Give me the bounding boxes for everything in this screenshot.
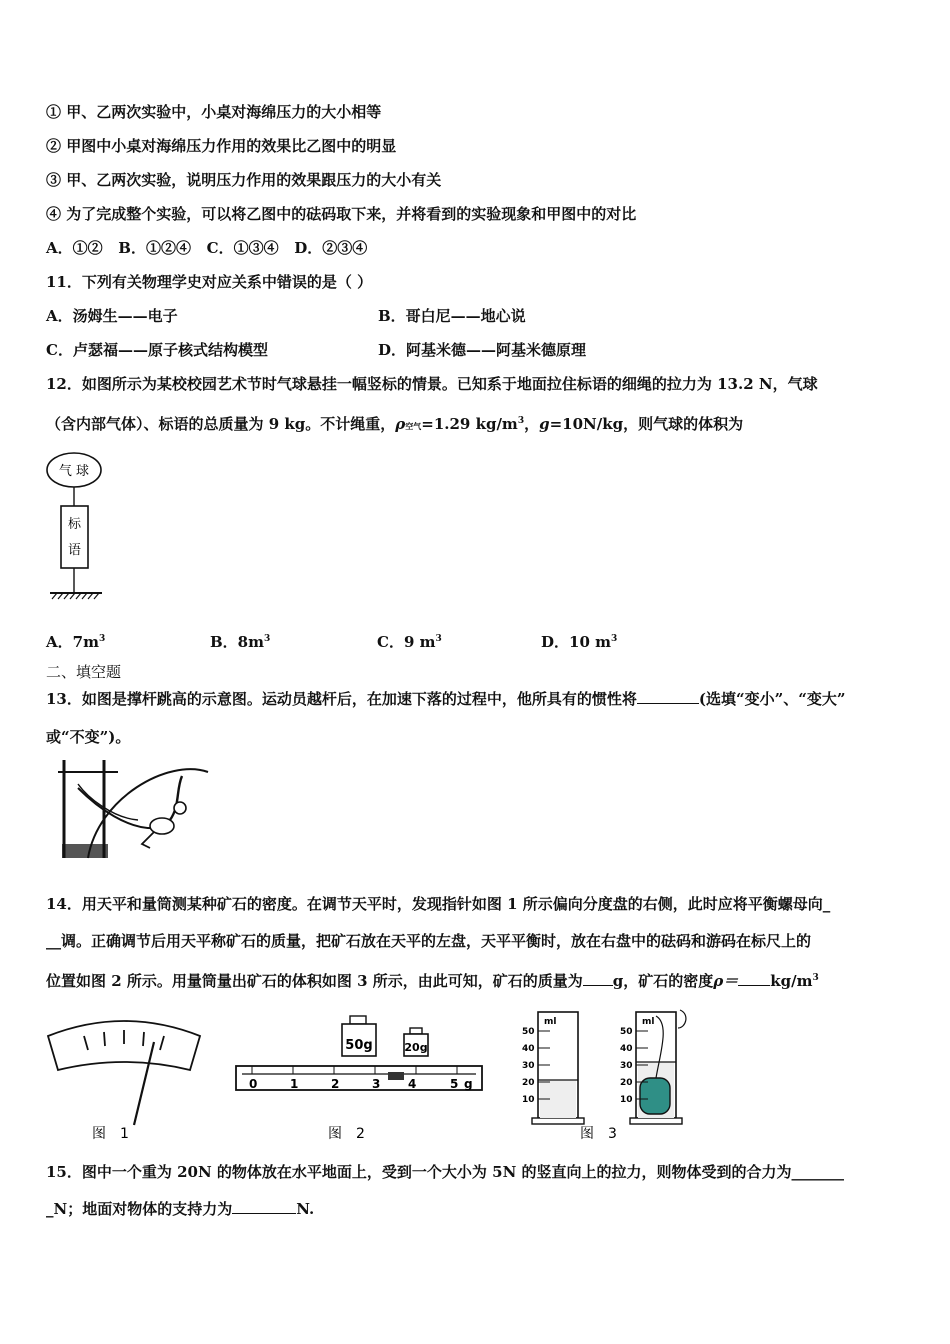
figure-1-caption: 图 1 — [92, 1126, 129, 1142]
q10-options: A．①② B．①②④ C．①③④ D．②③④ — [46, 239, 368, 257]
q14-line-3: 位置如图 2 所示。用量筒量出矿石的体积如图 3 所示，由此可知，矿石的质量为 g，矿石的密度$\rho= kg/m^3$ — [46, 972, 819, 990]
q12-line-2b: =1.29 kg/m — [421, 415, 518, 433]
cylinder-1 — [522, 1012, 584, 1124]
athlete-body — [150, 818, 174, 834]
svg-text:20g: 20g — [404, 1041, 428, 1054]
banner-char-1: 标 — [67, 517, 82, 532]
svg-text:3: 3 — [372, 1077, 381, 1091]
density-blank — [738, 971, 770, 986]
q13-line-1: 13．如图是撑杆跳高的示意图。运动员越杆后，在加速下落的过程中，他所具有的惯性将 (选填“变小”、“变大” — [46, 690, 846, 708]
rho-symbol: ρ — [395, 415, 406, 433]
q14-line-2: __调。正确调节后用天平称矿石的质量，把矿石放在天平的左盘，天平平衡时，放在右盘中的砝码和游码在标尺上的 — [46, 932, 812, 950]
q11-option-b: B．哥白尼——地心说 — [378, 307, 526, 325]
svg-text:40: 40 — [522, 1044, 535, 1054]
svg-text:20: 20 — [522, 1078, 535, 1088]
figure-2-weights-scale — [232, 1014, 488, 1142]
pole-vault-figure — [58, 758, 213, 860]
svg-text:0: 0 — [249, 1077, 258, 1091]
svg-text:10: 10 — [620, 1095, 633, 1105]
figure-1-dial — [44, 1010, 204, 1145]
balloon-banner-figure — [44, 448, 108, 604]
ore-sample — [640, 1078, 670, 1114]
q10-statement-4: ④ 为了完成整个实验，可以将乙图中的砝码取下来，并将看到的实验现象和甲图中的对比 — [46, 205, 637, 223]
rho-subscript: 空气 — [405, 421, 422, 431]
q12-line-2a: （含内部气体）、标语的总质量为 9 kg。不计绳重， — [46, 415, 396, 433]
q12-option-d: D．10 $m^3$ — [541, 633, 618, 651]
division-plate — [48, 1021, 200, 1070]
svg-text:30: 30 — [522, 1061, 535, 1071]
svg-text:30: 30 — [620, 1061, 633, 1071]
svg-text:50: 50 — [522, 1027, 535, 1037]
figure-3-cylinders — [510, 1004, 700, 1142]
q10-statement-1: ① 甲、乙两次实验中，小桌对海绵压力的大小相等 — [46, 103, 382, 121]
q11-stem: 11．下列有关物理学史对应关系中错误的是（ ） — [46, 273, 373, 291]
figure-2-caption: 图 2 — [328, 1126, 365, 1142]
g-symbol: g — [539, 415, 550, 433]
q10-statement-2: ② 甲图中小桌对海绵压力作用的效果比乙图中的明显 — [46, 137, 397, 155]
q12-line-2c: ， — [524, 415, 540, 433]
q12-line-2d: =10N/kg，则气球的体积为 — [549, 415, 744, 433]
svg-text:5: 5 — [450, 1077, 459, 1091]
q11-option-d: D．阿基米德——阿基米德原理 — [378, 341, 587, 359]
q15-line-2: _N；地面对物体的支持力为 N. — [46, 1200, 315, 1218]
svg-text:ml: ml — [642, 1017, 655, 1027]
svg-text:ml: ml — [544, 1017, 557, 1027]
support-force-blank — [232, 1199, 296, 1214]
q11-option-a: A．汤姆生——电子 — [46, 307, 178, 325]
q12-line-2 — [46, 411, 743, 436]
q11-option-c: C．卢瑟福——原子核式结构模型 — [46, 341, 268, 359]
banner-char-2: 语 — [67, 543, 82, 558]
q12-line-1: 12．如图所示为某校校园艺术节时气球悬挂一幅竖标的情景。已知系于地面拉住标语的细绳的拉力为 13.2 N，气球 — [46, 375, 818, 393]
mass-blank — [583, 971, 613, 986]
q15-line-1: 15．图中一个重为 20N 的物体放在水平地面上，受到一个大小为 5N 的竖直向上的拉力，则物体受到的合力为_______ — [46, 1163, 845, 1181]
svg-text:2: 2 — [331, 1077, 340, 1091]
svg-text:50g: 50g — [345, 1038, 373, 1053]
svg-text:1: 1 — [290, 1077, 299, 1091]
section-title: 二、填空题 — [46, 663, 122, 681]
svg-text:g: g — [464, 1077, 473, 1091]
q12-option-a: A．$7m^3$ — [46, 633, 106, 651]
balloon-label: 气 球 — [58, 464, 90, 479]
q12-option-b: B．$8m^3$ — [210, 633, 271, 651]
svg-text:10: 10 — [522, 1095, 535, 1105]
q10-statement-3: ③ 甲、乙两次实验，说明压力作用的效果跟压力的大小有关 — [46, 171, 442, 189]
rider-slider — [388, 1072, 404, 1080]
svg-text:4: 4 — [408, 1077, 417, 1091]
landing-mat — [62, 844, 108, 858]
svg-text:20: 20 — [620, 1078, 633, 1088]
figure-3-caption: 图 3 — [580, 1126, 617, 1142]
svg-text:50: 50 — [620, 1027, 633, 1037]
q13-line-2: 或“不变”)。 — [46, 728, 131, 746]
q13-blank — [637, 689, 699, 704]
banner-shape — [61, 506, 88, 568]
svg-text:40: 40 — [620, 1044, 633, 1054]
q12-option-c: C．9 $m^3$ — [377, 633, 442, 651]
beam-scale — [236, 1066, 482, 1090]
cylinder-2 — [620, 1010, 686, 1124]
superscript-3: 3 — [517, 416, 525, 426]
q14-line-1: 14．用天平和量筒测某种矿石的密度。在调节天平时，发现指针如图 1 所示偏向分度盘的右侧，此时应将平衡螺母向_ — [46, 895, 831, 913]
